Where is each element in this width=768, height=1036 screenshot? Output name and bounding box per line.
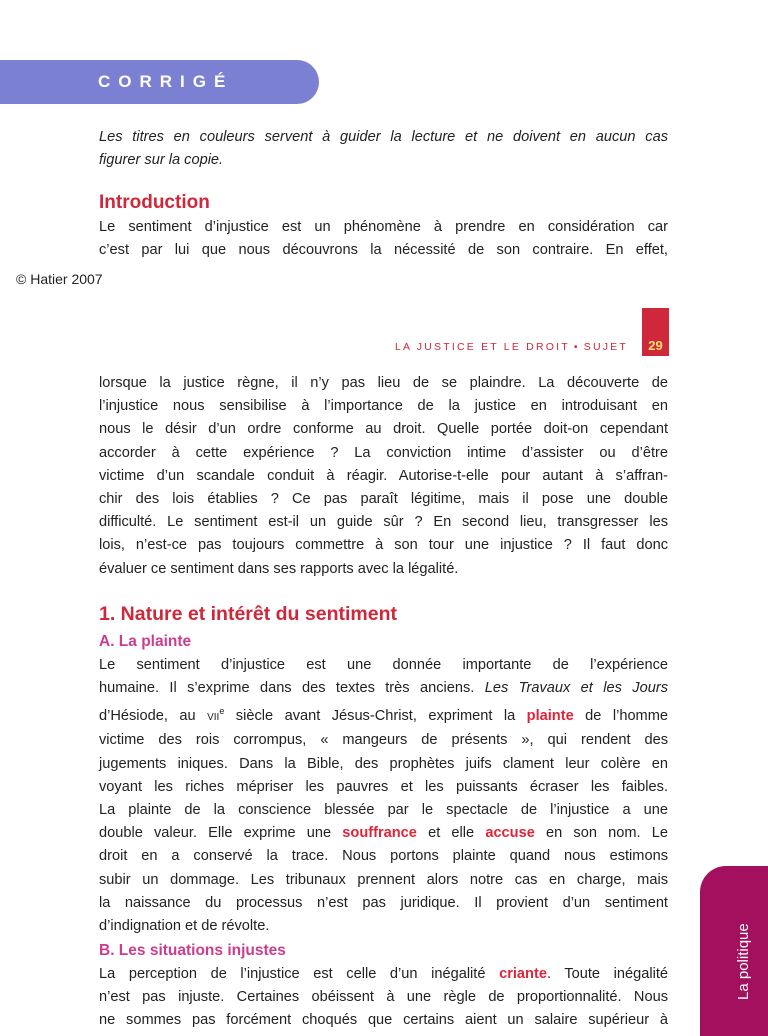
header-subject: SUJET xyxy=(583,341,628,353)
section-heading: 1. Nature et intérêt du sentiment xyxy=(99,603,397,625)
text-line: ne sommes pas forcément choqués que certains aient un salaire supérieur à xyxy=(99,1012,668,1029)
text-line: La plainte de la conscience blessée par le spectacle de l’injustice a une xyxy=(99,802,668,819)
century-numeral: VII xyxy=(207,712,220,724)
text-line: La perception de l’injustice est celle d’un inégalité criante. Toute inégalité xyxy=(99,966,668,982)
banner-label: CORRIGÉ xyxy=(98,72,234,91)
keyword-highlight: souffrance xyxy=(342,825,417,842)
text-line: lois, n’est-ce pas toujours commettre à son tour une injustice ? Il faut donc xyxy=(99,537,668,554)
corrige-banner xyxy=(0,60,319,104)
text-line: humaine. Il s’exprime dans des textes très anciens. Les Travaux et les Jours xyxy=(99,680,668,697)
text-line: accorder à cette expérience ? La conviction intime d’assister ou d’être xyxy=(99,444,668,461)
text-line: subir un dommage. Les tribunaux prennent alors notre cas en charge, mais xyxy=(99,871,668,888)
intro-paragraph-bottom xyxy=(99,372,668,581)
text-line: chir des lois établies ? Ce pas paraît légitime, mais il pose une double xyxy=(99,491,668,508)
copyright-notice: © Hatier 2007 xyxy=(16,271,103,287)
text-line: c’est par lui que nous découvrons la nécessité de son contraire. En effet, xyxy=(99,242,668,259)
keyword-highlight: accuse xyxy=(485,825,535,842)
book-title: Les Travaux et les Jours xyxy=(484,680,668,697)
introduction-heading: Introduction xyxy=(99,192,210,213)
text-line: voyant les riches mépriser les pauvres et les puissants écraser les faibles. xyxy=(99,778,668,795)
text-line: lorsque la justice règne, il n’y pas lieu de se plaindre. La découverte de xyxy=(99,375,668,391)
text-line: victime d’un scandale conduit à réagir. Autorise-t-elle pour autant à s’affran- xyxy=(99,467,668,484)
text-line: Le sentiment d’injustice est un phénomène à prendre en considération car xyxy=(99,219,668,235)
keyword-highlight: criante xyxy=(499,966,547,982)
text-line: l’injustice nous sensibilise à l’importance de la justice en introduisant en xyxy=(99,398,668,415)
running-header xyxy=(395,341,628,353)
page-number: 29 xyxy=(642,308,669,356)
header-topic: LA JUSTICE ET LE DROIT xyxy=(395,341,570,353)
subsection-heading-a: A. La plainte xyxy=(99,633,192,650)
text-line: difficulté. Le sentiment est-il un guide sûr ? En second lieu, transgresser les xyxy=(99,514,668,531)
subsection-heading-b: B. Les situations injustes xyxy=(99,942,286,959)
subsection-a-body xyxy=(99,654,668,938)
text-line: double valeur. Elle exprime une souffrance et elle accuse en son nom. Le xyxy=(99,825,668,842)
side-tab-label: La politique xyxy=(735,923,752,1000)
text-line: nous le désir d’un ordre conforme au droit. Quelle portée doit-on cependant xyxy=(99,421,668,438)
text-line: d’Hésiode, au VIIe siècle avant Jésus-Christ, expriment la plainte de l’homme xyxy=(99,706,668,725)
note-line: figurer sur la copie. xyxy=(99,152,224,169)
bullet-separator: • xyxy=(573,341,580,353)
text-line: évaluer ce sentiment dans ses rapports avec la légalité. xyxy=(99,560,459,577)
chapter-side-tab[interactable] xyxy=(700,866,768,1036)
text-line: victime des rois corrompus, « mangeurs de présents », qui rendent des xyxy=(99,732,668,749)
text-line: d’indignation et de révolte. xyxy=(99,918,270,935)
note-line: Les titres en couleurs servent à guider la lecture et ne doivent en aucun cas xyxy=(99,129,668,145)
text-line: n’est pas injuste. Certaines obéissent à une règle de proportionnalité. Nous xyxy=(99,989,668,1006)
reading-note xyxy=(99,126,668,172)
text-line: Le sentiment d’injustice est une donnée importante de l’expérience xyxy=(99,657,668,673)
text-line: la naissance du processus n’est pas juridique. Il provient d’un sentiment xyxy=(99,894,668,911)
text-line: droit en a conservé la trace. Nous portons plainte quand nous estimons xyxy=(99,848,668,865)
subsection-b-body xyxy=(99,963,668,1033)
text-line: jugements iniques. Dans la Bible, des prophètes juifs clament leur colère en xyxy=(99,755,668,772)
intro-paragraph-top xyxy=(99,216,668,262)
keyword-highlight: plainte xyxy=(526,708,574,725)
